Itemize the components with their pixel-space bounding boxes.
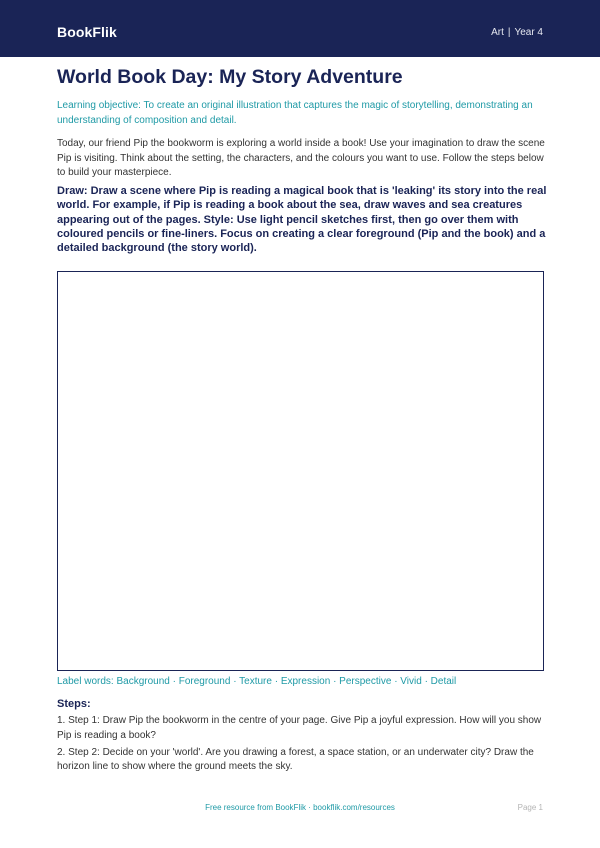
drawing-task-instructions: Draw: Draw a scene where Pip is reading a magical book that is 'leaking' its story into the real world. For example, if Pip is reading a book about the sea, draw waves and sea creatures appearing out of the pages. Style: Use light pencil sketches first, then go over them with coloured pencils or fine-liners. Focus on creating a clear foreground (Pip and the book) and a detailed background (the story world).: [57, 185, 547, 255]
step-item: 1. Step 1: Draw Pip the bookworm in the centre of your page. Give Pip a joyful expression. How will you show Pip is reading a book?: [57, 715, 542, 741]
worksheet-title: World Book Day: My Story Adventure: [57, 66, 403, 88]
intro-paragraph: Today, our friend Pip the bookworm is exploring a world inside a book! Use your imagination to draw the scene Pip is visiting. Think about the setting, the characters, and the colours you want to use. Follow the steps below to build your masterpiece.: [57, 138, 545, 178]
page-number: Page 1: [517, 803, 543, 812]
meta-separator: |: [507, 27, 511, 38]
learning-objective: Learning objective: To create an original illustration that captures the magic of storytelling, demonstrating an understanding of composition and detail.: [57, 100, 533, 126]
page-header: [0, 0, 600, 57]
footer-resource-link[interactable]: Free resource from BookFlik · bookflik.com/resources: [205, 803, 395, 812]
drawing-area[interactable]: [57, 271, 544, 671]
brand-logo-text[interactable]: BookFlik: [57, 24, 117, 40]
steps-list: [57, 714, 547, 777]
subject-year-meta: [491, 26, 543, 40]
steps-heading: Steps:: [57, 698, 91, 710]
label-words: Label words: Background · Foreground · Texture · Expression · Perspective · Vivid · Detail: [57, 676, 457, 687]
step-item: 2. Step 2: Decide on your 'world'. Are you drawing a forest, a space station, or an underwater city? Draw the horizon line to show where the ground meets the sky.: [57, 746, 534, 772]
subject-label: Art: [491, 27, 504, 38]
year-label: Year 4: [514, 27, 543, 38]
